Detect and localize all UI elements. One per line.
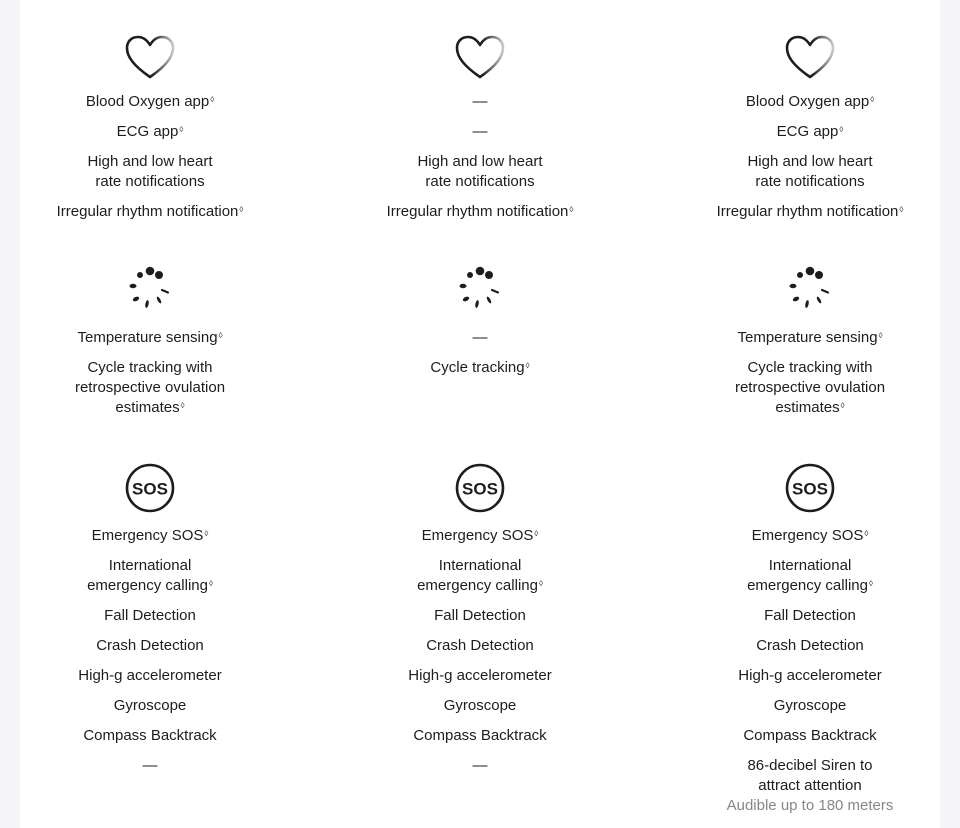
feature-high-g-accelerometer: High-g accelerometer	[408, 667, 552, 684]
feature-ecg: ECG app◊	[116, 123, 184, 140]
feature-crash-detection: Crash Detection	[96, 637, 204, 654]
feature-compass-backtrack: Compass Backtrack	[413, 727, 547, 744]
sos-icon-label: SOS	[132, 479, 168, 499]
column-model-1	[20, 0, 280, 828]
sos-icon	[784, 462, 836, 514]
feature-international-calling: International	[438, 557, 522, 574]
feature-international-calling: International	[768, 557, 852, 574]
feature-gyroscope: Gyroscope	[443, 697, 517, 714]
feature-temperature-sensing: —	[472, 329, 488, 346]
feature-heart-rate-notifications-line2: rate notifications	[755, 173, 865, 190]
feature-irregular-rhythm: Irregular rhythm notification◊	[386, 203, 574, 220]
feature-siren-line2: attract attention	[758, 777, 862, 794]
sos-icon-label: SOS	[462, 479, 498, 499]
feature-cycle-tracking: Cycle tracking◊	[430, 359, 530, 376]
feature-cycle-tracking: Cycle tracking with	[747, 359, 873, 376]
sos-icon	[454, 462, 506, 514]
feature-cycle-tracking-line3: estimates◊	[115, 399, 185, 416]
heart-icon	[454, 32, 506, 84]
comparison-panel	[20, 0, 940, 828]
feature-heart-rate-notifications-line2: rate notifications	[95, 173, 205, 190]
feature-gyroscope: Gyroscope	[773, 697, 847, 714]
feature-cycle-tracking-line3: estimates◊	[775, 399, 845, 416]
heart-icon	[124, 32, 176, 84]
feature-ecg: —	[472, 123, 488, 140]
feature-cycle-tracking-line2: retrospective ovulation	[74, 379, 226, 396]
cycle-tracking-icon	[454, 264, 506, 316]
feature-ecg: ECG app◊	[776, 123, 844, 140]
feature-temperature-sensing: Temperature sensing◊	[737, 329, 883, 346]
sos-icon	[124, 462, 176, 514]
feature-fall-detection: Fall Detection	[104, 607, 196, 624]
feature-irregular-rhythm: Irregular rhythm notification◊	[56, 203, 244, 220]
feature-compass-backtrack: Compass Backtrack	[743, 727, 877, 744]
feature-cycle-tracking-line2: retrospective ovulation	[734, 379, 886, 396]
feature-international-calling: International	[108, 557, 192, 574]
feature-blood-oxygen: Blood Oxygen app◊	[745, 93, 875, 110]
column-model-3	[680, 0, 940, 828]
feature-international-calling-line2: emergency calling◊	[417, 577, 543, 594]
feature-siren: —	[472, 757, 488, 774]
feature-international-calling-line2: emergency calling◊	[87, 577, 213, 594]
feature-siren: 86-decibel Siren to	[747, 757, 873, 774]
feature-blood-oxygen: Blood Oxygen app◊	[85, 93, 215, 110]
feature-crash-detection: Crash Detection	[426, 637, 534, 654]
feature-crash-detection: Crash Detection	[756, 637, 864, 654]
feature-heart-rate-notifications: High and low heart	[747, 153, 873, 170]
sos-icon-label: SOS	[792, 479, 828, 499]
feature-temperature-sensing: Temperature sensing◊	[77, 329, 223, 346]
feature-emergency-sos: Emergency SOS◊	[91, 527, 209, 544]
feature-high-g-accelerometer: High-g accelerometer	[738, 667, 882, 684]
feature-siren-note: Audible up to 180 meters	[726, 797, 894, 814]
feature-international-calling-line2: emergency calling◊	[747, 577, 873, 594]
feature-cycle-tracking: Cycle tracking with	[87, 359, 213, 376]
column-model-2	[350, 0, 610, 828]
feature-emergency-sos: Emergency SOS◊	[421, 527, 539, 544]
feature-irregular-rhythm: Irregular rhythm notification◊	[716, 203, 904, 220]
cycle-tracking-icon	[784, 264, 836, 316]
cycle-tracking-icon	[124, 264, 176, 316]
feature-emergency-sos: Emergency SOS◊	[751, 527, 869, 544]
feature-heart-rate-notifications: High and low heart	[417, 153, 543, 170]
heart-icon	[784, 32, 836, 84]
feature-high-g-accelerometer: High-g accelerometer	[78, 667, 222, 684]
feature-compass-backtrack: Compass Backtrack	[83, 727, 217, 744]
feature-siren: —	[142, 757, 158, 774]
feature-heart-rate-notifications: High and low heart	[87, 153, 213, 170]
feature-gyroscope: Gyroscope	[113, 697, 187, 714]
feature-blood-oxygen: —	[472, 93, 488, 110]
feature-fall-detection: Fall Detection	[434, 607, 526, 624]
feature-fall-detection: Fall Detection	[764, 607, 856, 624]
feature-heart-rate-notifications-line2: rate notifications	[425, 173, 535, 190]
